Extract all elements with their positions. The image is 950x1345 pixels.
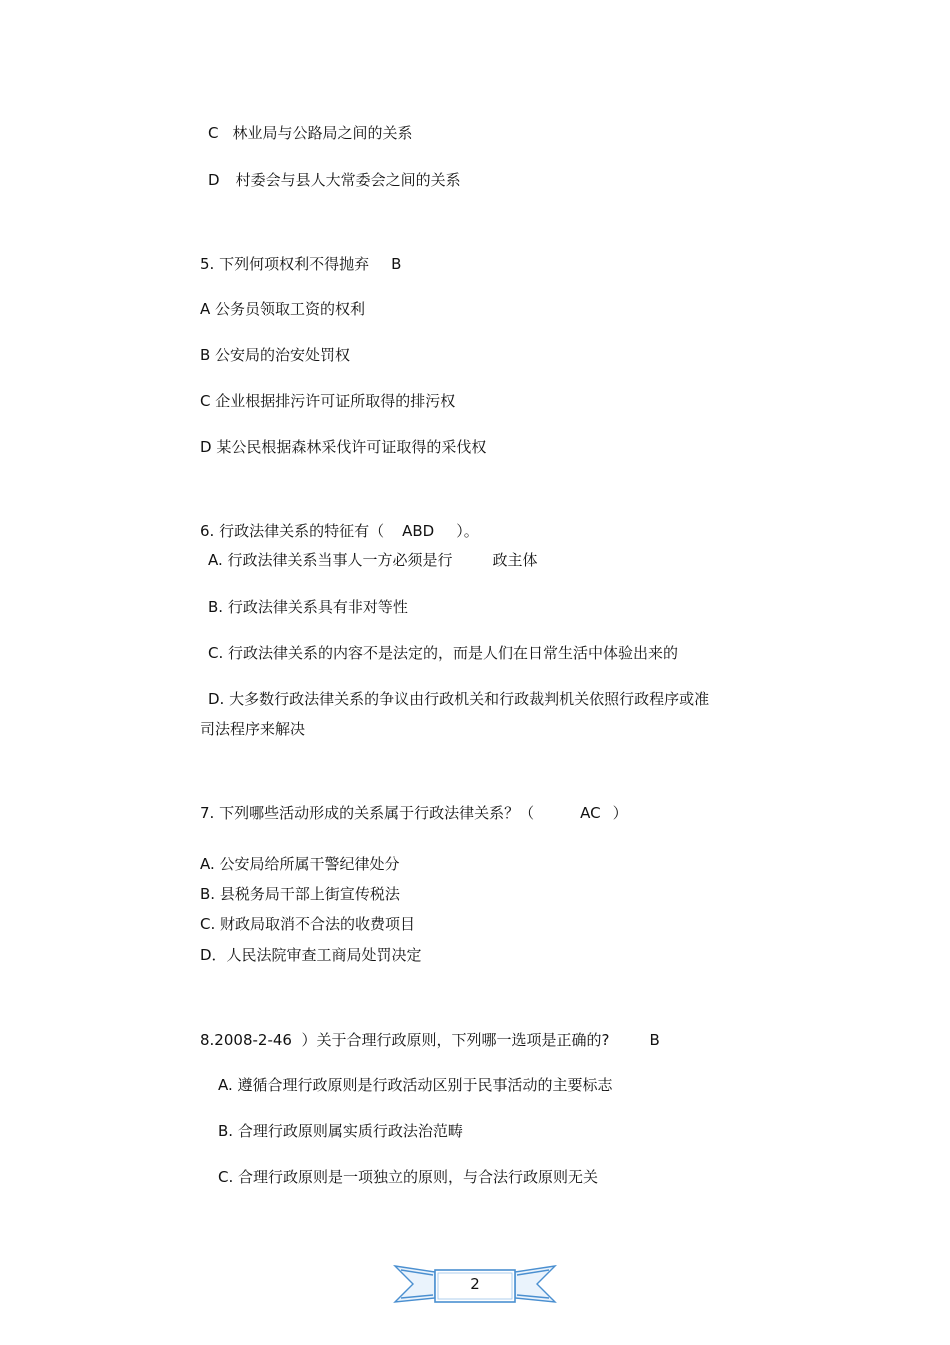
q7-option-a: A. 公安局给所属干警纪律处分 xyxy=(200,855,400,873)
q6-option-d-line1: D. 大多数行政法律关系的争议由行政机关和行政裁判机关依照行政程序或准 xyxy=(208,690,710,708)
q6-option-c: C. 行政法律关系的内容不是法定的，而是人们在日常生活中体验出来的 xyxy=(208,644,679,662)
q5-option-d: D 某公民根据森林采伐许可证取得的采伐权 xyxy=(200,438,487,456)
q4-option-d xyxy=(208,170,461,190)
q8-answer: B xyxy=(649,1031,660,1049)
q7-stem-prefix: 7. 下列哪些活动形成的关系属于行政法律关系？（ xyxy=(200,804,535,822)
q4-option-c xyxy=(208,123,413,143)
q6-option-a-part1: A. 行政法律关系当事人一方必须是行 xyxy=(208,551,453,569)
q7-stem xyxy=(200,803,628,823)
q6-option-d-line2: 司法程序来解决 xyxy=(200,720,306,738)
q8-stem xyxy=(200,1030,660,1050)
q5-stem-text: 5. 下列何项权利不得抛弃 xyxy=(200,255,370,273)
q5-option-c: C 企业根据排污许可证所取得的排污权 xyxy=(200,392,456,410)
q6-answer: ABD xyxy=(402,522,435,540)
q7-option-c: C. 财政局取消不合法的收费项目 xyxy=(200,915,416,933)
q6-stem-suffix: ）。 xyxy=(456,522,479,540)
q6-option-a xyxy=(208,550,538,570)
q8-option-c: C. 合理行政原则是一项独立的原则，与合法行政原则无关 xyxy=(218,1168,599,1186)
q5-answer: B xyxy=(391,255,402,273)
q7-option-d: D．人民法院审查工商局处罚决定 xyxy=(200,946,422,964)
q7-stem-suffix: ） xyxy=(612,804,628,822)
q5-option-a: A 公务员领取工资的权利 xyxy=(200,300,366,318)
q4-option-d-letter: D xyxy=(208,171,220,189)
q6-option-b: B. 行政法律关系具有非对等性 xyxy=(208,598,408,616)
q4-option-d-text: 村委会与县人大常委会之间的关系 xyxy=(235,171,461,189)
q5-option-b: B 公安局的治安处罚权 xyxy=(200,346,351,364)
q7-option-b: B. 县税务局干部上街宣传税法 xyxy=(200,885,400,903)
q4-option-c-letter: C xyxy=(208,124,219,142)
page-number: 2 xyxy=(470,1275,480,1293)
q4-option-c-text: 林业局与公路局之间的关系 xyxy=(232,124,413,142)
q6-stem xyxy=(200,521,479,541)
page-number-badge xyxy=(393,1262,557,1306)
q7-answer: AC xyxy=(580,804,601,822)
q6-option-a-part2: 政主体 xyxy=(492,551,538,569)
q5-stem xyxy=(200,254,401,274)
q8-option-b: B. 合理行政原则属实质行政法治范畴 xyxy=(218,1122,463,1140)
q6-stem-prefix: 6. 行政法律关系的特征有（ xyxy=(200,522,385,540)
q8-option-a: A. 遵循合理行政原则是行政活动区别于民事活动的主要标志 xyxy=(218,1076,613,1094)
q8-stem-text: 8.2008-2-46 ）关于合理行政原则，下列哪一选项是正确的? xyxy=(200,1031,610,1049)
